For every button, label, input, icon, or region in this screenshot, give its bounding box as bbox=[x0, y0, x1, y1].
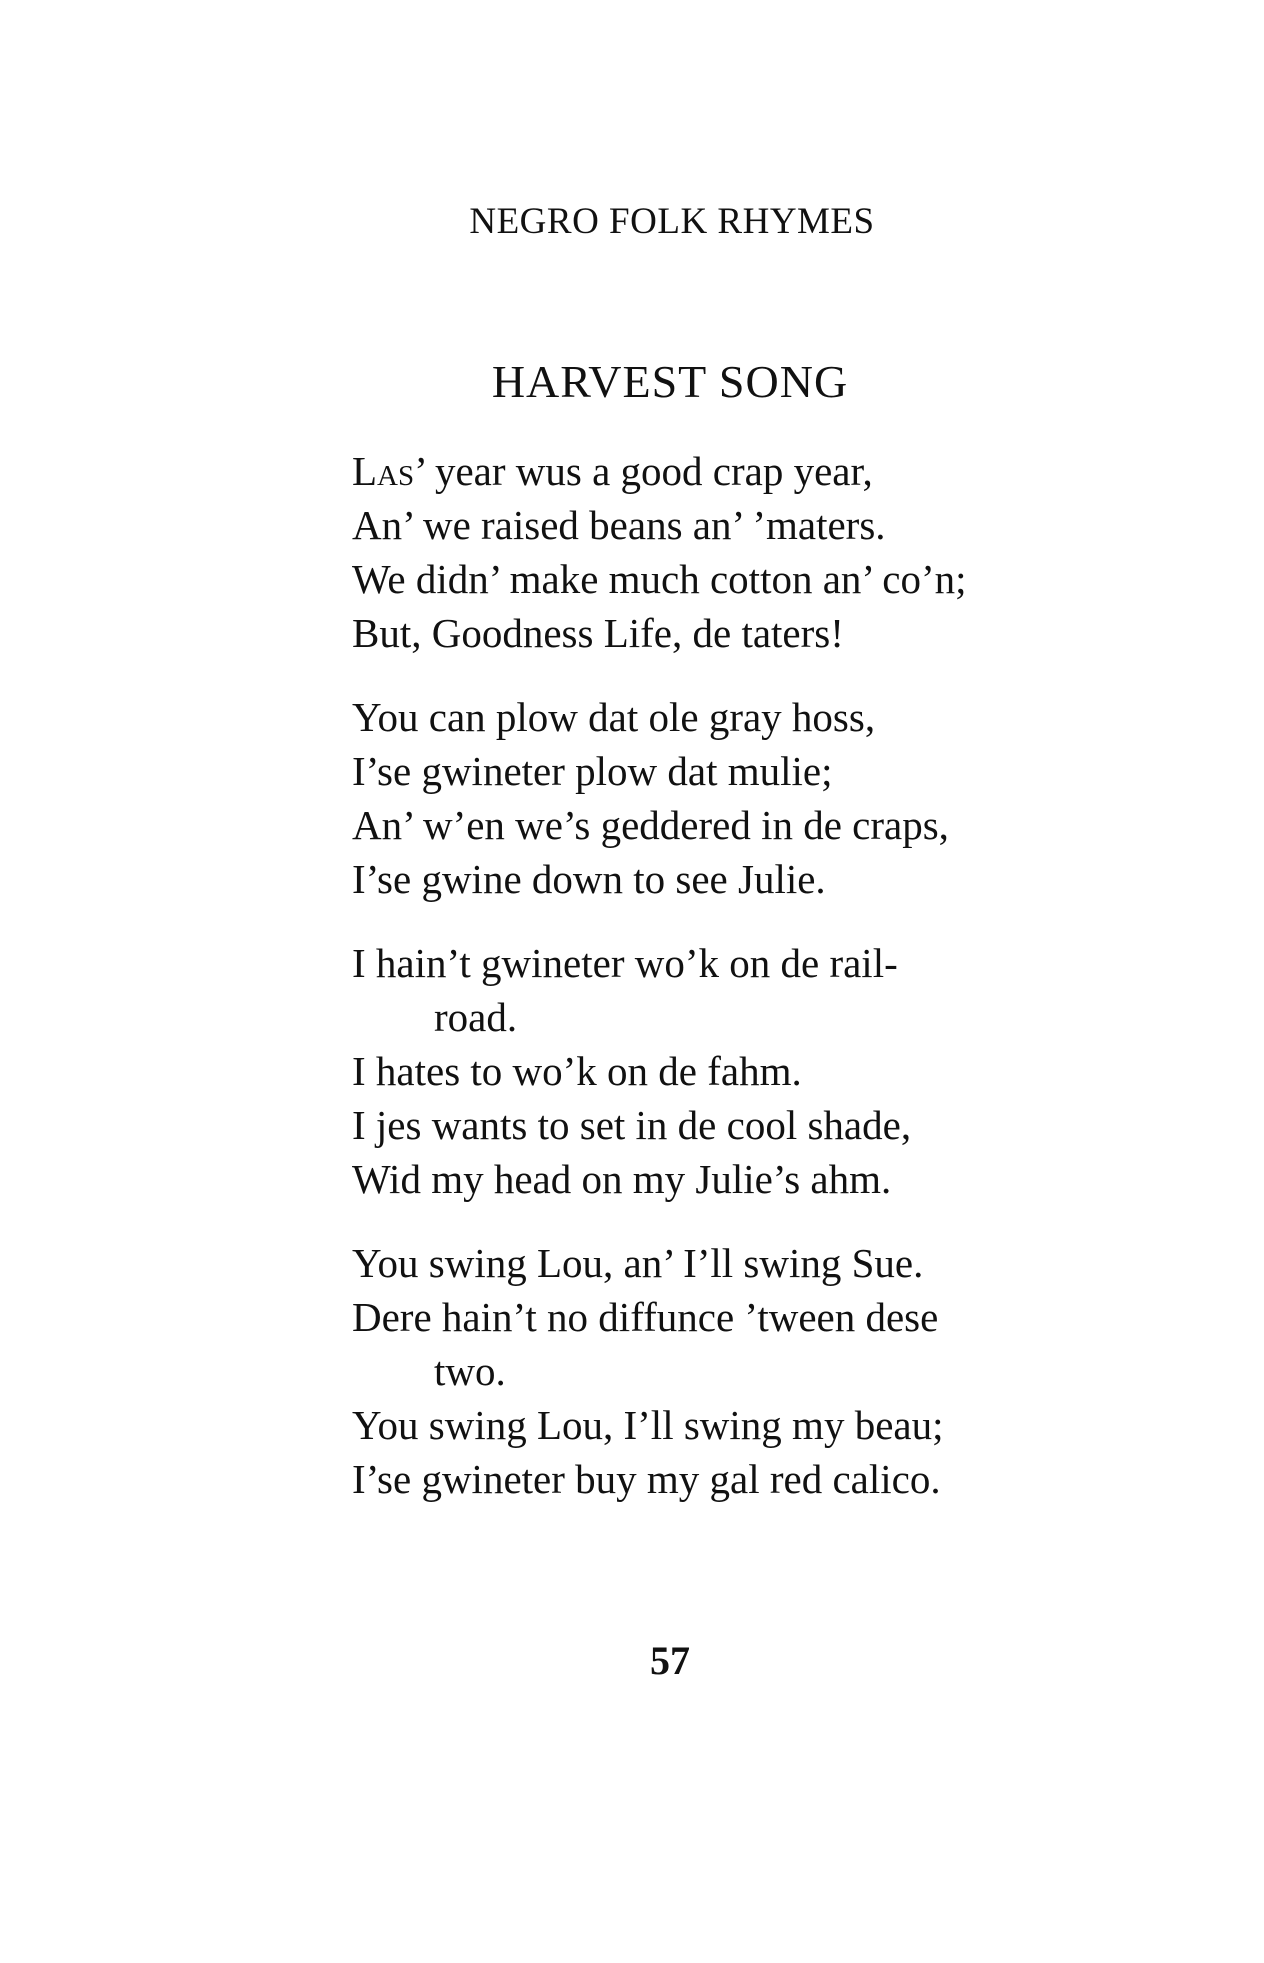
poem-line-continuation: road. bbox=[434, 994, 518, 1040]
poem-line: I’se gwineter plow dat mulie; bbox=[352, 748, 833, 794]
poem-line: But, Goodness Life, de taters! bbox=[352, 610, 844, 656]
poem-line: I hain’t gwineter wo’k on de rail- bbox=[352, 940, 898, 986]
poem-line: You can plow dat ole gray hoss, bbox=[352, 694, 876, 740]
page-number: 57 bbox=[650, 1638, 690, 1683]
running-head: NEGRO FOLK RHYMES bbox=[469, 201, 875, 242]
poem-line: I’se gwine down to see Julie. bbox=[352, 856, 826, 902]
poem-line: Dere hain’t no diffunce ’tween dese bbox=[352, 1294, 939, 1340]
poem-line: We didn’ make much cotton an’ co’n; bbox=[352, 556, 967, 602]
poem-line-continuation: two. bbox=[434, 1348, 506, 1394]
poem-line: Las’ year wus a good crap year, bbox=[352, 448, 873, 494]
poem-line: An’ w’en we’s geddered in de craps, bbox=[352, 802, 949, 848]
poem-line: You swing Lou, an’ I’ll swing Sue. bbox=[352, 1240, 924, 1286]
drop-lead-word: Las bbox=[352, 448, 415, 494]
poem-line: You swing Lou, I’ll swing my beau; bbox=[352, 1402, 944, 1448]
stanza-4 bbox=[352, 1236, 1072, 1506]
stanza-2 bbox=[352, 690, 1072, 906]
poem-line: An’ we raised beans an’ ’maters. bbox=[352, 502, 886, 548]
poem-line: I’se gwineter buy my gal red calico. bbox=[352, 1456, 941, 1502]
poem-body bbox=[352, 444, 1072, 1506]
poem-line: Wid my head on my Julie’s ahm. bbox=[352, 1156, 892, 1202]
poem-title: HARVEST SONG bbox=[491, 356, 849, 407]
stanza-1 bbox=[352, 444, 1072, 660]
poem-line: I jes wants to set in de cool shade, bbox=[352, 1102, 912, 1148]
stanza-3 bbox=[352, 936, 1072, 1206]
poem-line: I hates to wo’k on de fahm. bbox=[352, 1048, 802, 1094]
